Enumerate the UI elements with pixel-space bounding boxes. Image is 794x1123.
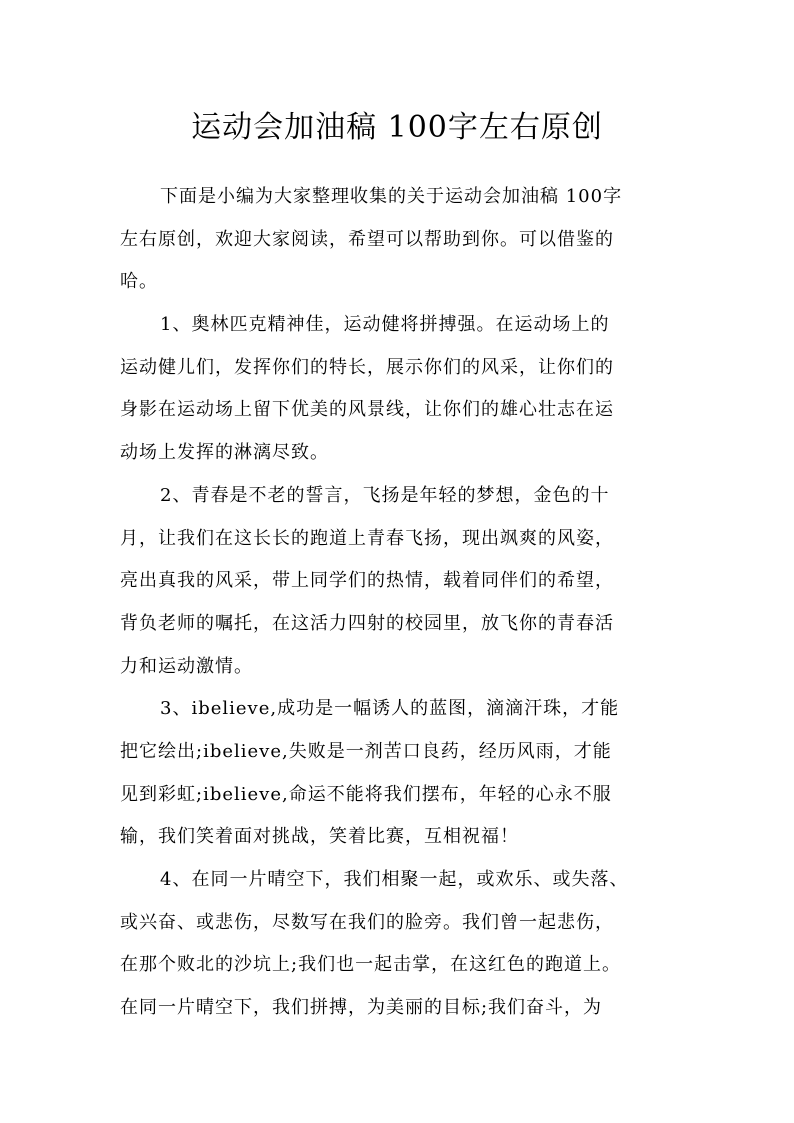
text-line: 亮出真我的风采，带上同学们的热情，载着同伴们的希望，	[120, 570, 614, 592]
text-line: 运动健儿们，发挥你们的特长，展示你们的风采，让你们的	[120, 356, 614, 378]
text-line: 月，让我们在这长长的跑道上青春飞扬，现出飒爽的风姿，	[120, 527, 614, 549]
text-line: 输，我们笑着面对挑战，笑着比赛，互相祝福！	[120, 826, 519, 848]
paragraph-2	[120, 475, 676, 688]
paragraph-1	[120, 304, 676, 475]
text-line: 在同一片晴空下，我们拼搏，为美丽的目标;我们奋斗，为	[120, 997, 603, 1019]
text-line: 见到彩虹;ibelieve,命运不能将我们摆布，年轻的心永不服	[120, 783, 612, 805]
text-line: 背负老师的嘱托，在这活力四射的校园里，放飞你的青春活	[120, 612, 614, 634]
paragraph-4	[120, 859, 676, 1030]
text-line: 哈。	[120, 271, 158, 293]
text-line: 4、在同一片晴空下，我们相聚一起，或欢乐、或失落、	[160, 869, 629, 890]
text-line: 3、ibelieve,成功是一幅诱人的蓝图，滴滴汗珠，才能	[160, 698, 620, 720]
document-body	[120, 176, 676, 1030]
text-line: 左右原创，欢迎大家阅读，希望可以帮助到你。可以借鉴的	[120, 228, 614, 250]
text-line: 下面是小编为大家整理收集的关于运动会加油稿 100字	[160, 186, 623, 207]
document-title: 运动会加油稿 100字左右原创	[191, 110, 603, 145]
paragraph-3	[120, 688, 676, 859]
text-line: 身影在运动场上留下优美的风景线，让你们的雄心壮志在运	[120, 399, 614, 421]
paragraph-intro	[120, 176, 676, 304]
text-line: 力和运动激情。	[120, 655, 253, 677]
text-line: 在那个败北的沙坑上;我们也一起击掌，在这红色的跑道上。	[120, 954, 622, 976]
text-line: 2、青春是不老的誓言，飞扬是年轻的梦想，金色的十	[160, 484, 610, 506]
text-line: 动场上发挥的淋漓尽致。	[120, 442, 329, 464]
text-line: 把它绘出;ibelieve,失败是一剂苦口良药，经历风雨，才能	[120, 740, 612, 762]
text-line: 或兴奋、或悲伤，尽数写在我们的脸旁。我们曾一起悲伤，	[120, 911, 614, 933]
text-line: 1、奥林匹克精神佳，运动健将拼搏强。在运动场上的	[160, 314, 610, 336]
